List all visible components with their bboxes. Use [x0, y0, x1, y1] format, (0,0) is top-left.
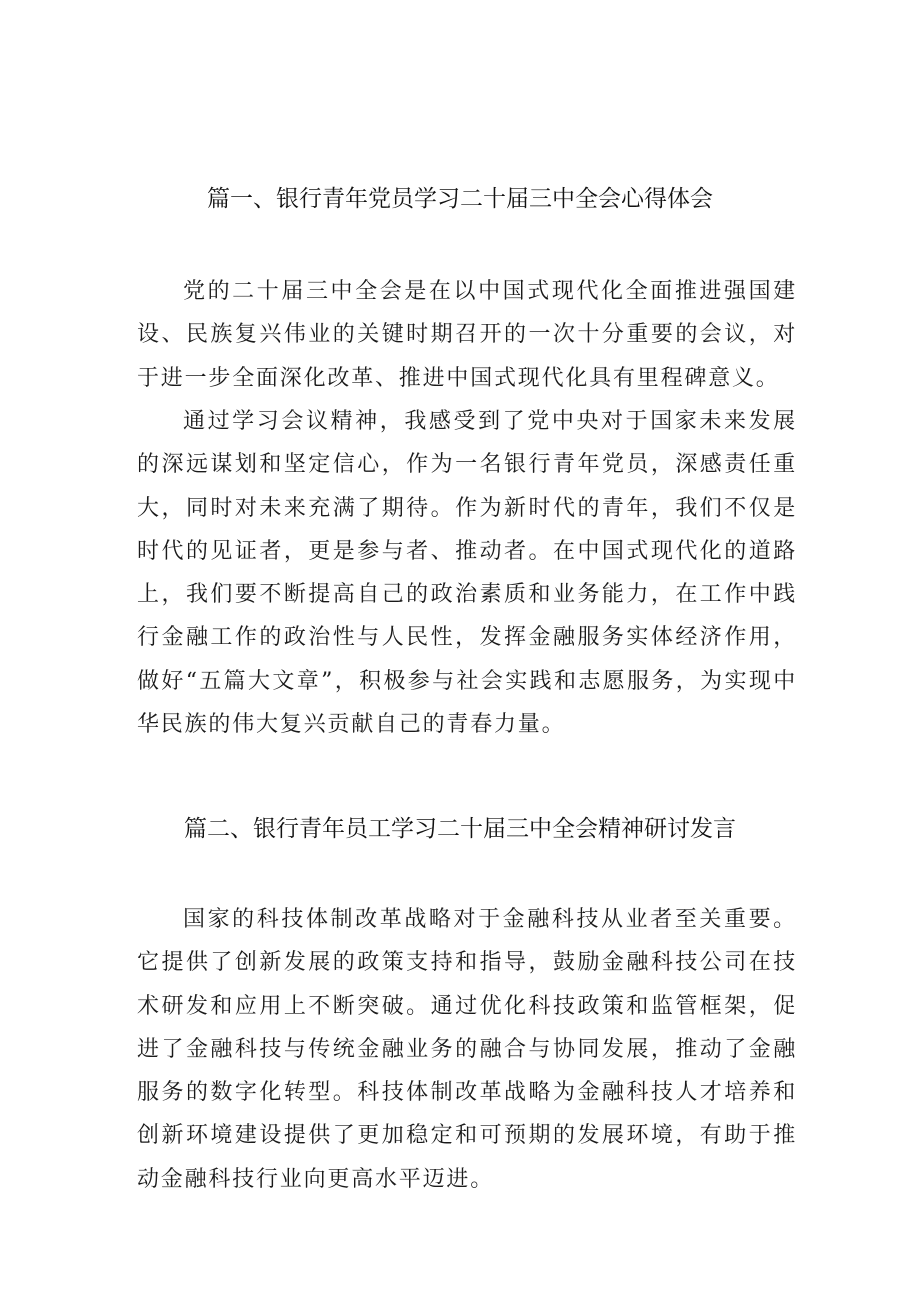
- section-1-paragraph-1: 党的二十届三中全会是在以中国式现代化全面推进强国建设、民族复兴伟业的关键时期召开的一次十分重要的会议，对于进一步全面深化改革、推进中国式现代化具有里程碑意义。: [137, 279, 797, 391]
- section-2-heading: 篇二、银行青年员工学习二十届三中全会精神研讨发言: [184, 816, 736, 842]
- section-1-paragraph-2: 通过学习会议精神，我感受到了党中央对于国家未来发展的深远谋划和坚定信心，作为一名银行青年党员，深感责任重大，同时对未来充满了期待。作为新时代的青年，我们不仅是时代的见证者，更是参与者、推动者。在中国式现代化的道路上，我们要不断提高自己的政治素质和业务能力，在工作中践行金融工作的政治性与人民性，发挥金融服务实体经济作用，做好“五篇大文章”，积极参与社会实践和志愿服务，为实现中华民族的伟大复兴贡献自己的青春力量。: [137, 409, 797, 738]
- section-1-heading: 篇一、银行青年党员学习二十届三中全会心得体会: [207, 186, 713, 212]
- section-2-paragraph-1: 国家的科技体制改革战略对于金融科技从业者至关重要。它提供了创新发展的政策支持和指导，鼓励金融科技公司在技术研发和应用上不断突破。通过优化科技政策和监管框架，促进了金融科技与传统金融业务的融合与协同发展，推动了金融服务的数字化转型。科技体制改革战略为金融科技人才培养和创新环境建设提供了更加稳定和可预期的发展环境，有助于推动金融科技行业向更高水平迈进。: [137, 907, 797, 1192]
